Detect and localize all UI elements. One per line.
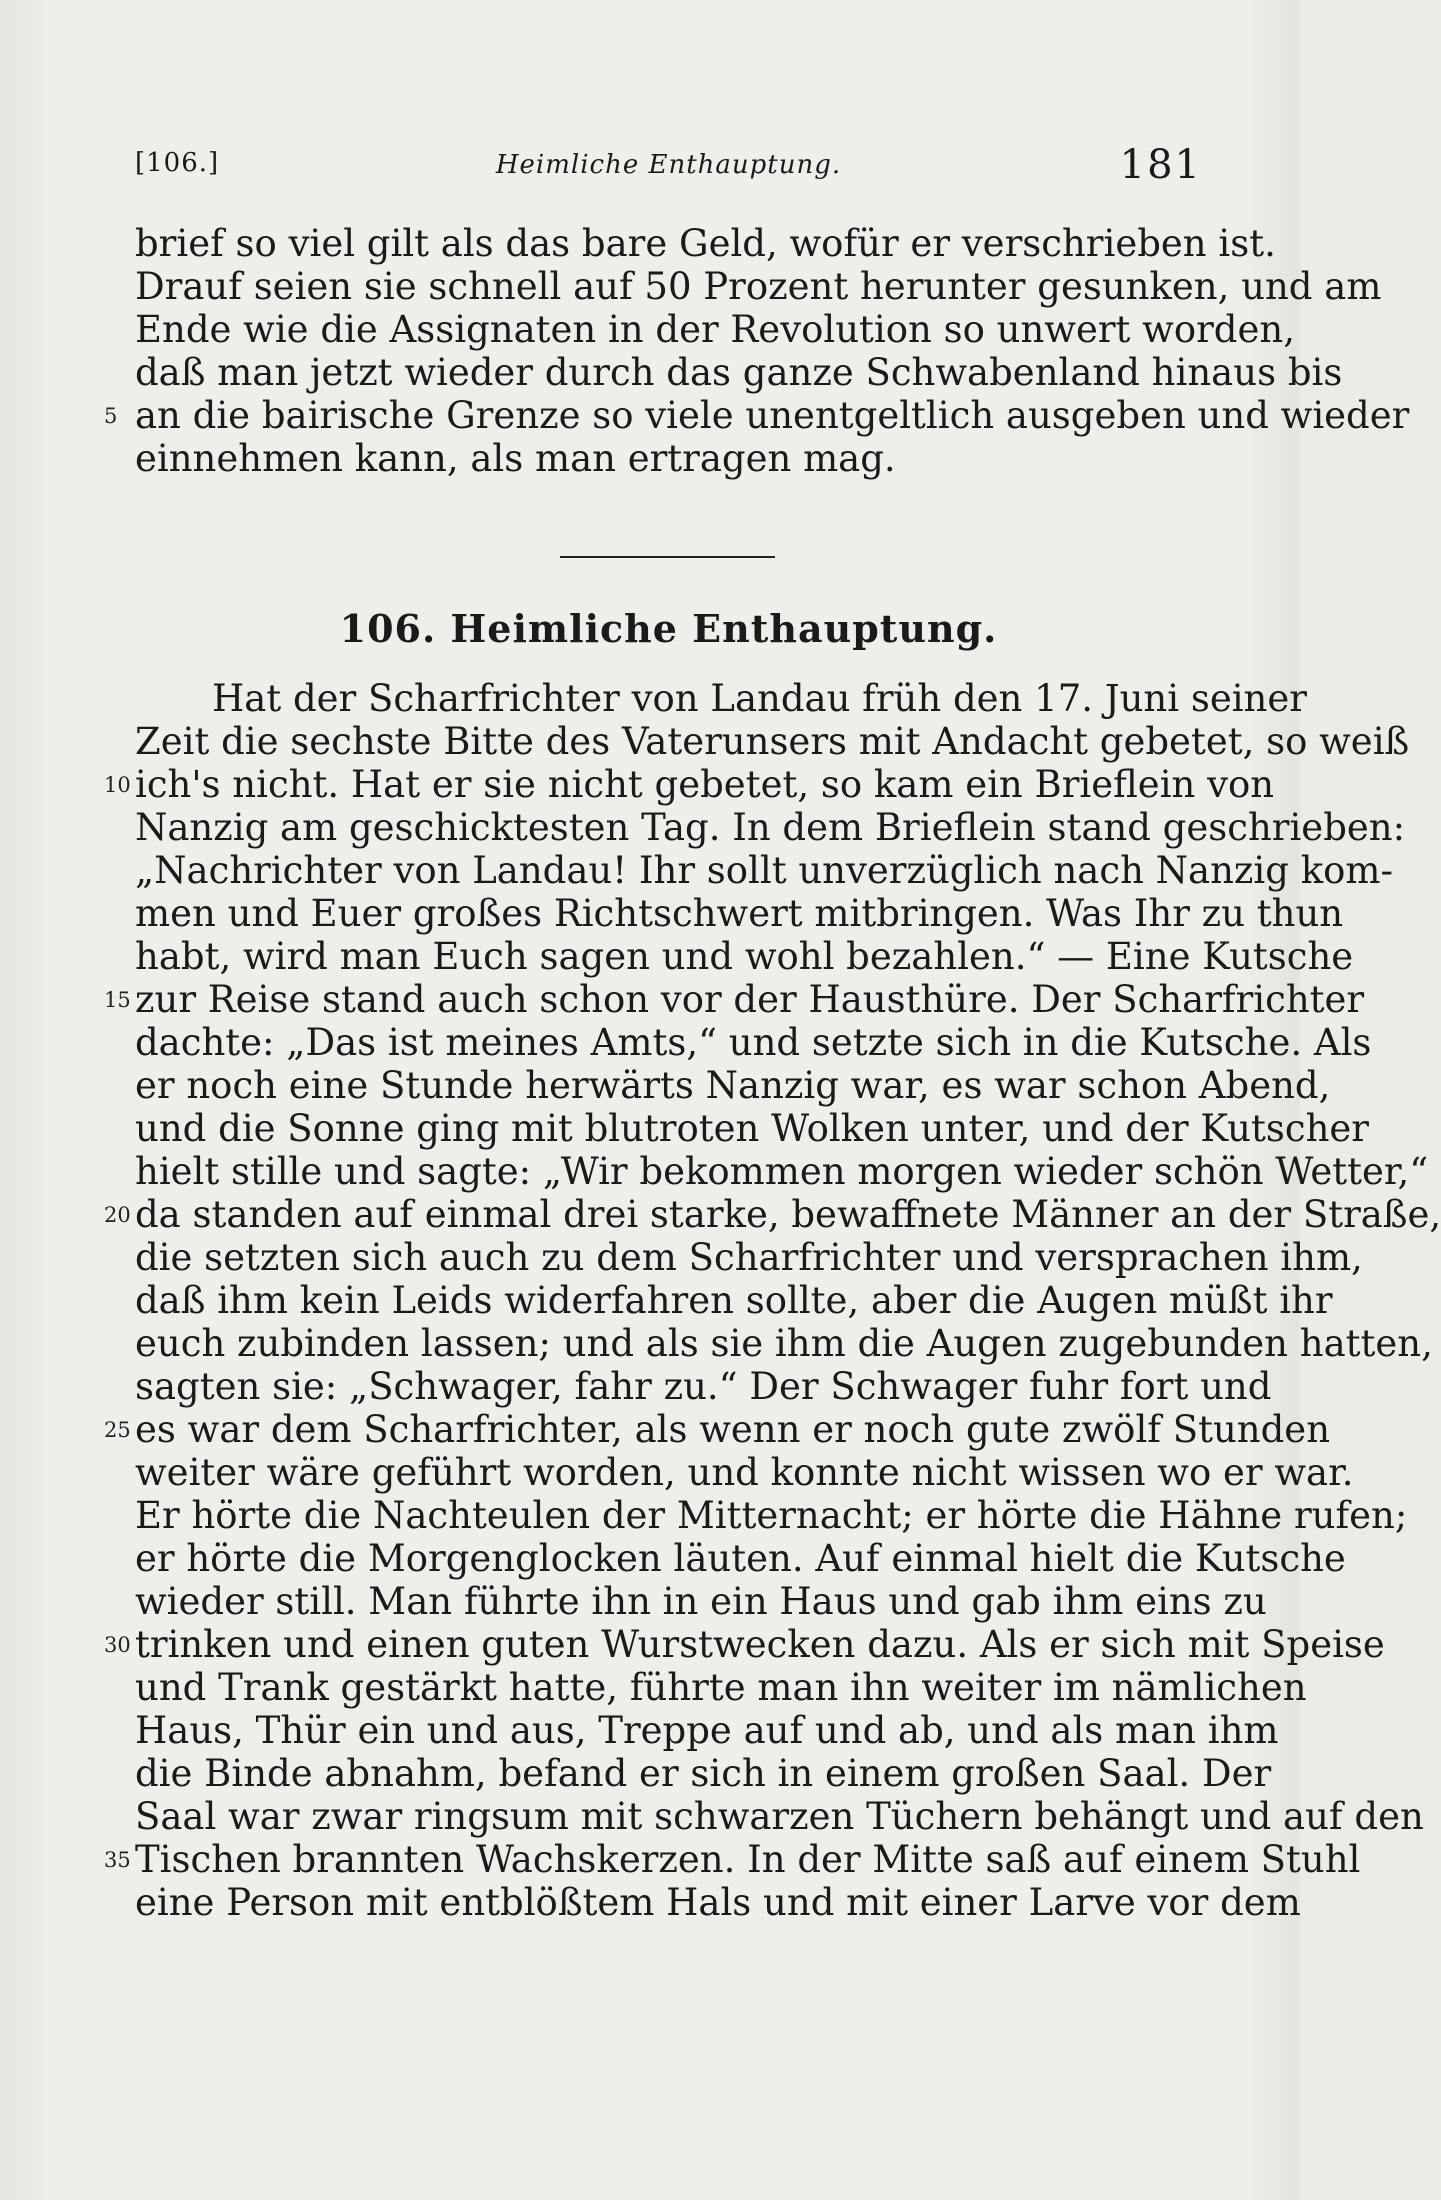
line-number: 10 <box>104 773 131 797</box>
text-line: Nanzig am geschicktesten Tag. In dem Brieflein stand geschrieben: <box>135 806 1406 849</box>
text-line: Drauf seien sie schnell auf 50 Prozent herunter gesunken, und am <box>135 265 1382 308</box>
text-line: habt, wird man Euch sagen und wohl bezahlen.“ — Eine Kutsche <box>135 935 1354 978</box>
text-line: euch zubinden lassen; und als sie ihm die Augen zugebunden hatten, <box>135 1322 1433 1365</box>
text-line: eine Person mit entblößtem Hals und mit einer Larve vor dem <box>135 1881 1301 1924</box>
running-header <box>135 142 1202 198</box>
page-number: 181 <box>1119 142 1202 188</box>
header-title: Heimliche Enthauptung. <box>495 150 842 180</box>
text-line: wieder still. Man führte ihn in ein Haus und gab ihm eins zu <box>135 1580 1267 1623</box>
text-line: daß man jetzt wieder durch das ganze Schwabenland hinaus bis <box>135 351 1343 394</box>
section-divider <box>560 556 775 558</box>
text-line: Tischen brannten Wachskerzen. In der Mitte saß auf einem Stuhl <box>135 1838 1361 1881</box>
text-line: und die Sonne ging mit blutroten Wolken unter, und der Kutscher <box>135 1107 1369 1150</box>
text-line: es war dem Scharfrichter, als wenn er noch gute zwölf Stunden <box>135 1408 1331 1451</box>
text-line: zur Reise stand auch schon vor der Hausthüre. Der Scharfrichter <box>135 978 1365 1021</box>
text-line: die setzten sich auch zu dem Scharfrichter und versprachen ihm, <box>135 1236 1363 1279</box>
text-line: brief so viel gilt als das bare Geld, wofür er verschrieben ist. <box>135 222 1276 265</box>
text-line: da standen auf einmal drei starke, bewaffnete Männer an der Straße, <box>135 1193 1441 1236</box>
text-line: „Nachrichter von Landau! Ihr sollt unverzüglich nach Nanzig kom- <box>135 849 1393 892</box>
text-line: Hat der Scharfrichter von Landau früh den 17. Juni seiner <box>212 677 1307 720</box>
text-line: die Binde abnahm, befand er sich in einem großen Saal. Der <box>135 1752 1272 1795</box>
line-number: 15 <box>104 988 131 1012</box>
text-line: Er hörte die Nachteulen der Mitternacht; er hörte die Hähne rufen; <box>135 1494 1408 1537</box>
text-line: weiter wäre geführt worden, und konnte nicht wissen wo er war. <box>135 1451 1354 1494</box>
header-section-ref: [106.] <box>135 148 220 178</box>
section-heading: 106. Heimliche Enthauptung. <box>339 606 998 651</box>
line-number: 25 <box>104 1418 131 1442</box>
text-line: sagten sie: „Schwager, fahr zu.“ Der Schwager fuhr fort und <box>135 1365 1272 1408</box>
text-line: dachte: „Das ist meines Amts,“ und setzte sich in die Kutsche. Als <box>135 1021 1372 1064</box>
text-line: men und Euer großes Richtschwert mitbringen. Was Ihr zu thun <box>135 892 1344 935</box>
line-number: 30 <box>104 1633 131 1657</box>
text-line: Zeit die sechste Bitte des Vaterunsers mit Andacht gebetet, so weiß <box>135 720 1410 763</box>
text-line: einnehmen kann, als man ertragen mag. <box>135 437 896 480</box>
text-line: und Trank gestärkt hatte, führte man ihn weiter im nämlichen <box>135 1666 1307 1709</box>
text-line: ich's nicht. Hat er sie nicht gebetet, so kam ein Brieflein von <box>135 763 1275 806</box>
text-line: Ende wie die Assignaten in der Revolution so unwert worden, <box>135 308 1295 351</box>
text-line: an die bairische Grenze so viele unentgeltlich ausgeben und wieder <box>135 394 1410 437</box>
line-number: 35 <box>104 1848 131 1872</box>
text-line: er noch eine Stunde herwärts Nanzig war, es war schon Abend, <box>135 1064 1331 1107</box>
text-line: Haus, Thür ein und aus, Treppe auf und ab, und als man ihm <box>135 1709 1279 1752</box>
text-line: hielt stille und sagte: „Wir bekommen morgen wieder schön Wetter,“ <box>135 1150 1429 1193</box>
text-line: daß ihm kein Leids widerfahren sollte, aber die Augen müßt ihr <box>135 1279 1333 1322</box>
text-line: Saal war zwar ringsum mit schwarzen Tüchern behängt und auf den <box>135 1795 1424 1838</box>
line-number: 20 <box>104 1203 131 1227</box>
text-line: trinken und einen guten Wurstwecken dazu. Als er sich mit Speise <box>135 1623 1385 1666</box>
line-number: 5 <box>104 404 118 428</box>
text-line: er hörte die Morgenglocken läuten. Auf einmal hielt die Kutsche <box>135 1537 1346 1580</box>
